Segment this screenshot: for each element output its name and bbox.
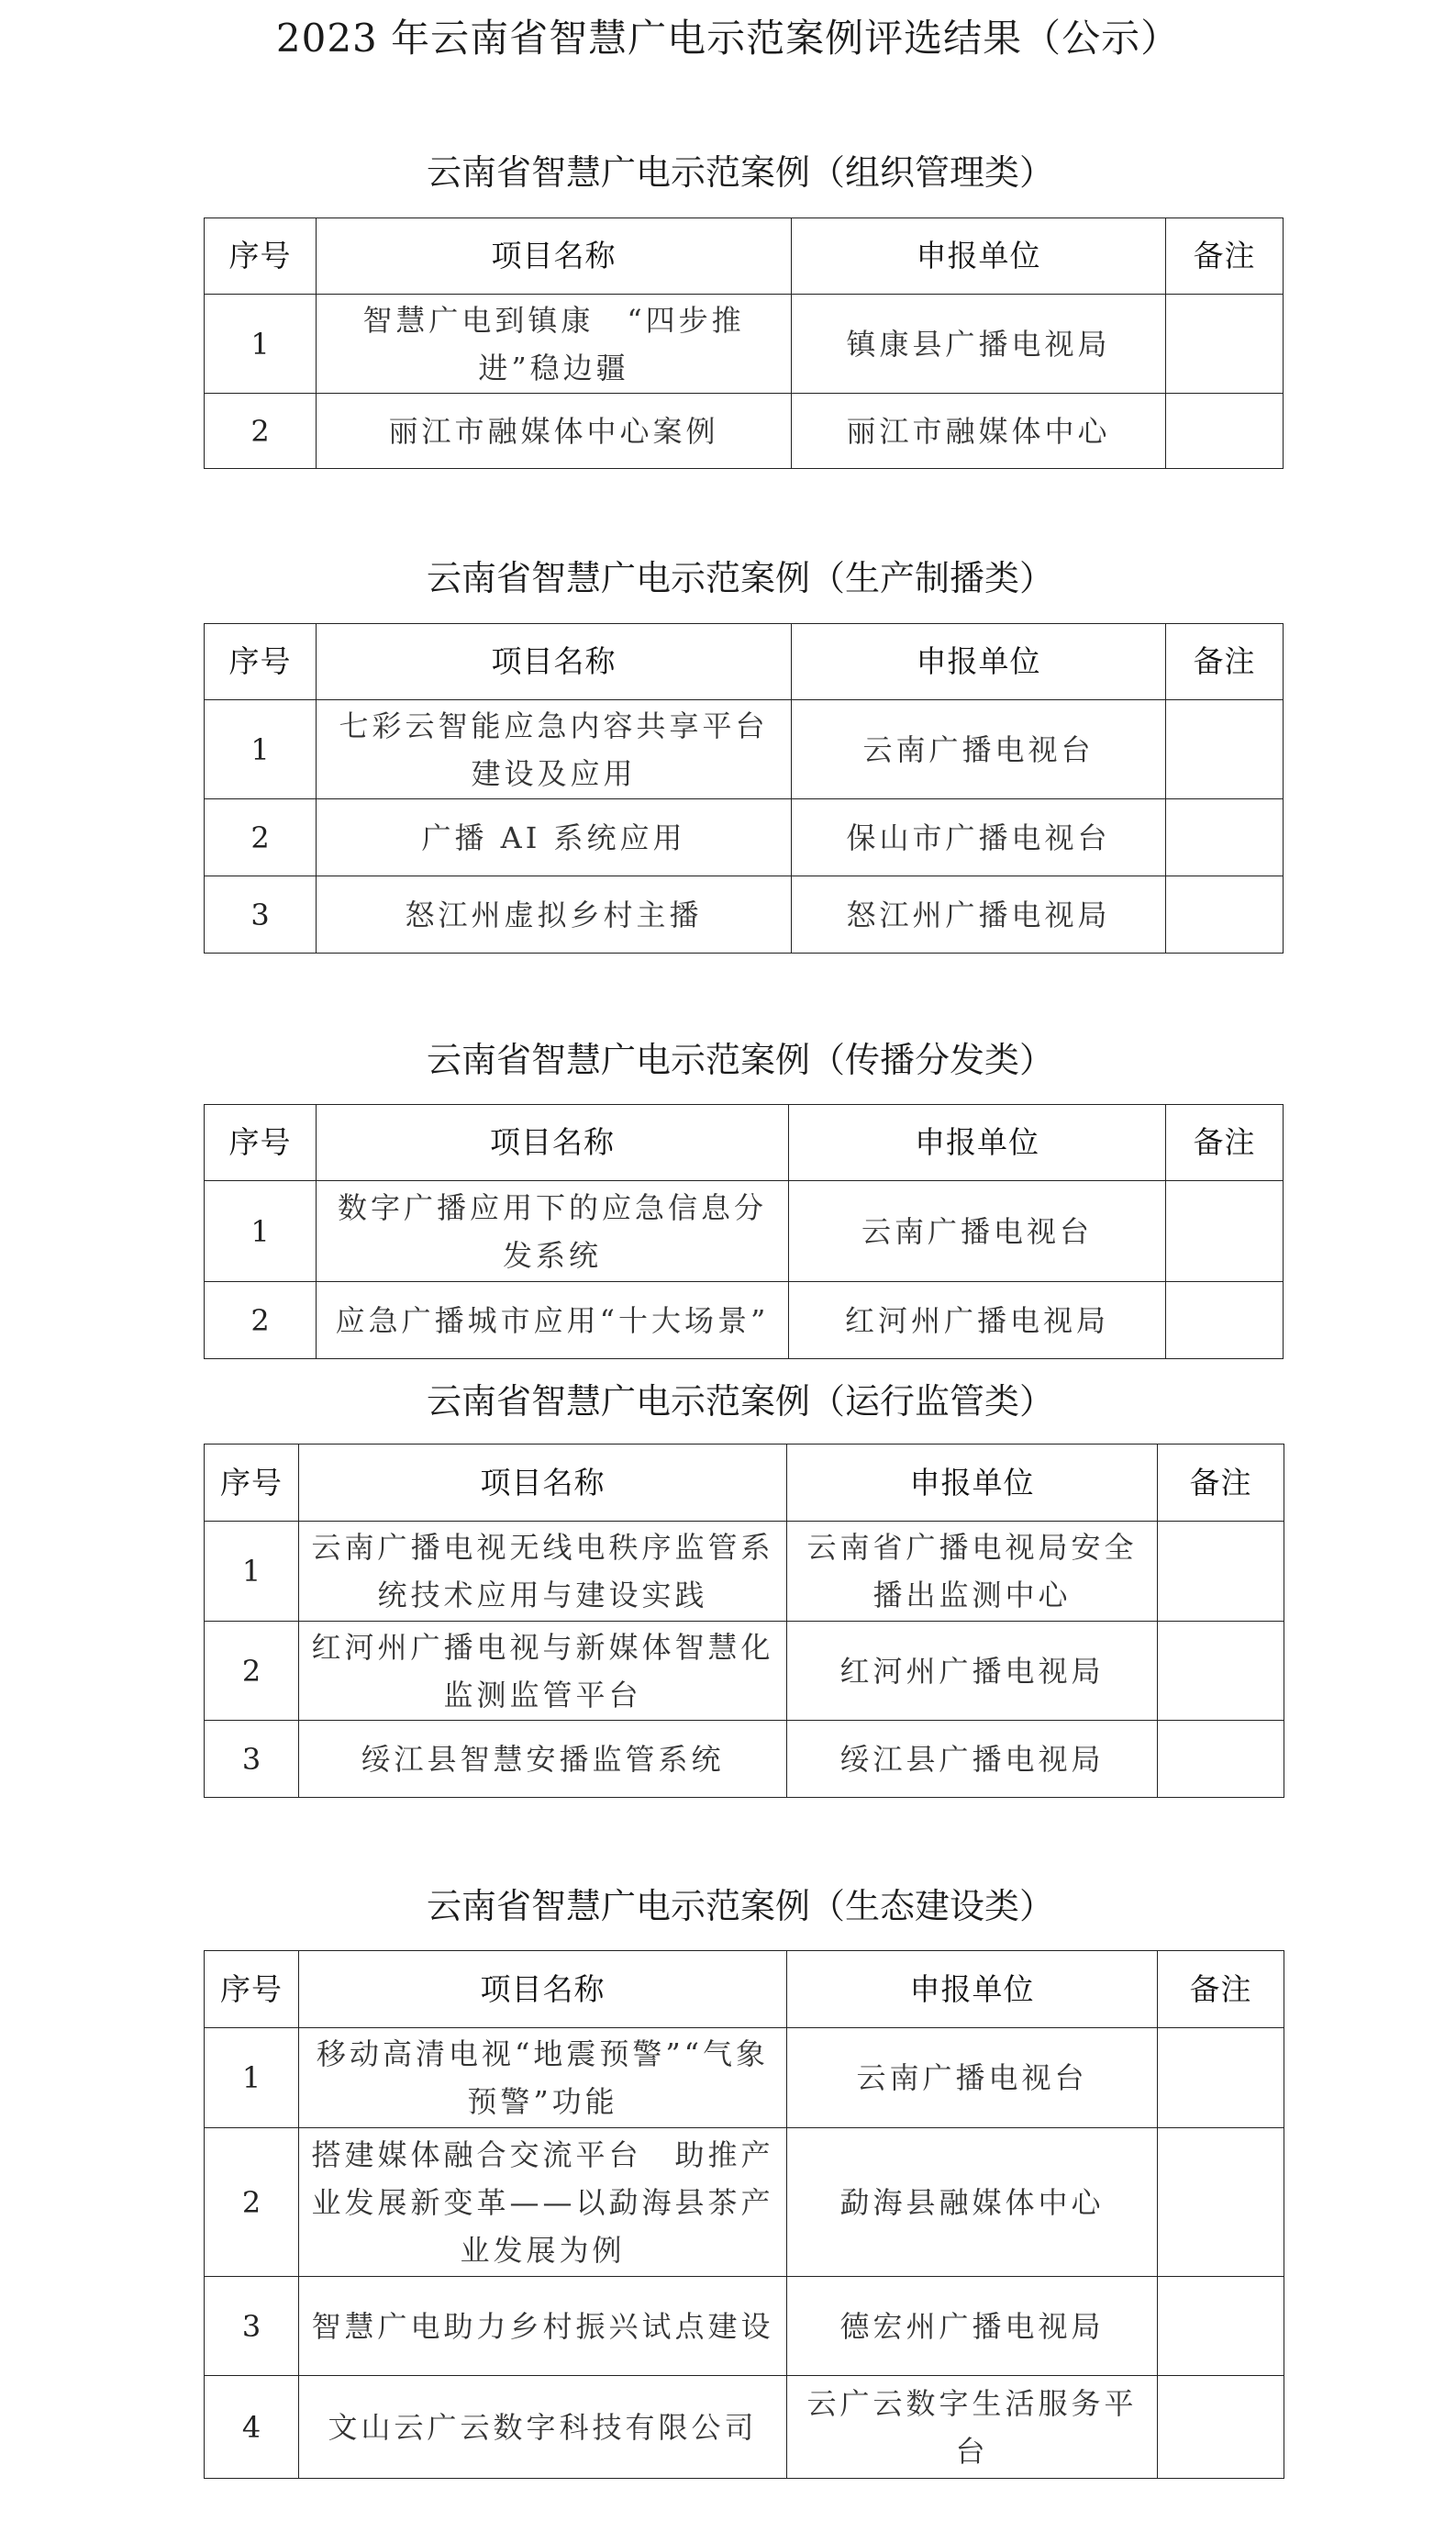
applicant-unit: 云南广播电视台: [789, 1181, 1166, 1282]
remarks: [1158, 1622, 1284, 1721]
remarks: [1166, 876, 1284, 954]
applicant-unit: 红河州广播电视局: [787, 1622, 1158, 1721]
applicant-unit: 云南广播电视台: [787, 2028, 1158, 2128]
row-number: 1: [205, 700, 317, 799]
project-name: 移动高清电视“地震预警”“气象预警”功能: [299, 2028, 787, 2128]
header-remarks: 备注: [1158, 1445, 1284, 1522]
project-name: 智慧广电到镇康 “四步推进”稳边疆: [317, 295, 792, 394]
applicant-unit: 德宏州广播电视局: [787, 2277, 1158, 2376]
section-title: 云南省智慧广电示范案例（传播分发类）: [426, 1040, 1054, 1080]
header-applicant-unit: 申报单位: [789, 1105, 1166, 1181]
project-name: 数字广播应用下的应急信息分发系统: [317, 1181, 789, 1282]
table-row: [205, 2376, 1284, 2479]
header-remarks: 备注: [1166, 1105, 1284, 1181]
remarks: [1166, 1181, 1284, 1282]
remarks: [1158, 2128, 1284, 2277]
section-title: 云南省智慧广电示范案例（生产制播类）: [426, 558, 1054, 598]
project-name: 广播 AI 系统应用: [317, 799, 792, 876]
table-row: [205, 1622, 1284, 1721]
case-table: [204, 1444, 1284, 1798]
header-no: 序号: [205, 1105, 317, 1181]
table-row: [205, 2277, 1284, 2376]
table-header-row: [205, 218, 1284, 295]
table-header-row: [205, 1105, 1284, 1181]
row-number: 4: [205, 2376, 299, 2479]
table-header-row: [205, 1951, 1284, 2028]
header-project-name: 项目名称: [317, 1105, 789, 1181]
header-project-name: 项目名称: [299, 1951, 787, 2028]
project-name: 智慧广电助力乡村振兴试点建设: [299, 2277, 787, 2376]
table-header-row: [205, 1445, 1284, 1522]
header-project-name: 项目名称: [317, 218, 792, 295]
project-name: 红河州广播电视与新媒体智慧化监测监管平台: [299, 1622, 787, 1721]
applicant-unit: 保山市广播电视台: [792, 799, 1166, 876]
remarks: [1158, 2028, 1284, 2128]
project-name: 云南广播电视无线电秩序监管系统技术应用与建设实践: [299, 1522, 787, 1622]
applicant-unit: 红河州广播电视局: [789, 1282, 1166, 1359]
remarks: [1166, 295, 1284, 394]
header-project-name: 项目名称: [299, 1445, 787, 1522]
row-number: 1: [205, 1181, 317, 1282]
remarks: [1166, 799, 1284, 876]
table-row: [205, 1721, 1284, 1798]
applicant-unit: 云南省广播电视局安全播出监测中心: [787, 1522, 1158, 1622]
header-remarks: 备注: [1166, 624, 1284, 700]
project-name: 应急广播城市应用“十大场景”: [317, 1282, 789, 1359]
project-name: 丽江市融媒体中心案例: [317, 394, 792, 469]
remarks: [1166, 394, 1284, 469]
remarks: [1158, 2376, 1284, 2479]
section-title: 云南省智慧广电示范案例（生态建设类）: [426, 1886, 1054, 1926]
applicant-unit: 云广云数字生活服务平台: [787, 2376, 1158, 2479]
row-number: 3: [205, 2277, 299, 2376]
applicant-unit: 镇康县广播电视局: [792, 295, 1166, 394]
table-row: [205, 700, 1284, 799]
row-number: 3: [205, 1721, 299, 1798]
case-table: [204, 218, 1284, 469]
case-table: [204, 623, 1284, 954]
section-title: 云南省智慧广电示范案例（组织管理类）: [426, 152, 1054, 193]
row-number: 2: [205, 394, 317, 469]
header-applicant-unit: 申报单位: [792, 218, 1166, 295]
project-name: 怒江州虚拟乡村主播: [317, 876, 792, 954]
table-row: [205, 2128, 1284, 2277]
project-name: 文山云广云数字科技有限公司: [299, 2376, 787, 2479]
remarks: [1158, 1721, 1284, 1798]
table-row: [205, 799, 1284, 876]
remarks: [1166, 700, 1284, 799]
applicant-unit: 丽江市融媒体中心: [792, 394, 1166, 469]
header-project-name: 项目名称: [317, 624, 792, 700]
row-number: 3: [205, 876, 317, 954]
page-title: 2023 年云南省智慧广电示范案例评选结果（公示）: [275, 16, 1181, 61]
table-row: [205, 295, 1284, 394]
header-applicant-unit: 申报单位: [787, 1951, 1158, 2028]
header-applicant-unit: 申报单位: [787, 1445, 1158, 1522]
table-row: [205, 394, 1284, 469]
header-remarks: 备注: [1158, 1951, 1284, 2028]
applicant-unit: 云南广播电视台: [792, 700, 1166, 799]
remarks: [1158, 2277, 1284, 2376]
header-remarks: 备注: [1166, 218, 1284, 295]
row-number: 2: [205, 1282, 317, 1359]
table-row: [205, 1181, 1284, 1282]
table-row: [205, 1282, 1284, 1359]
applicant-unit: 绥江县广播电视局: [787, 1721, 1158, 1798]
row-number: 1: [205, 2028, 299, 2128]
project-name: 绥江县智慧安播监管系统: [299, 1721, 787, 1798]
row-number: 2: [205, 2128, 299, 2277]
table-row: [205, 876, 1284, 954]
section-title: 云南省智慧广电示范案例（运行监管类）: [426, 1381, 1054, 1422]
table-row: [205, 2028, 1284, 2128]
header-applicant-unit: 申报单位: [792, 624, 1166, 700]
remarks: [1158, 1522, 1284, 1622]
project-name: 搭建媒体融合交流平台 助推产业发展新变革——以勐海县茶产业发展为例: [299, 2128, 787, 2277]
row-number: 1: [205, 1522, 299, 1622]
applicant-unit: 勐海县融媒体中心: [787, 2128, 1158, 2277]
row-number: 2: [205, 799, 317, 876]
header-no: 序号: [205, 218, 317, 295]
applicant-unit: 怒江州广播电视局: [792, 876, 1166, 954]
header-no: 序号: [205, 624, 317, 700]
project-name: 七彩云智能应急内容共享平台建设及应用: [317, 700, 792, 799]
header-no: 序号: [205, 1951, 299, 2028]
case-table: [204, 1950, 1284, 2479]
table-header-row: [205, 624, 1284, 700]
remarks: [1166, 1282, 1284, 1359]
table-row: [205, 1522, 1284, 1622]
header-no: 序号: [205, 1445, 299, 1522]
case-table: [204, 1104, 1284, 1359]
row-number: 2: [205, 1622, 299, 1721]
row-number: 1: [205, 295, 317, 394]
